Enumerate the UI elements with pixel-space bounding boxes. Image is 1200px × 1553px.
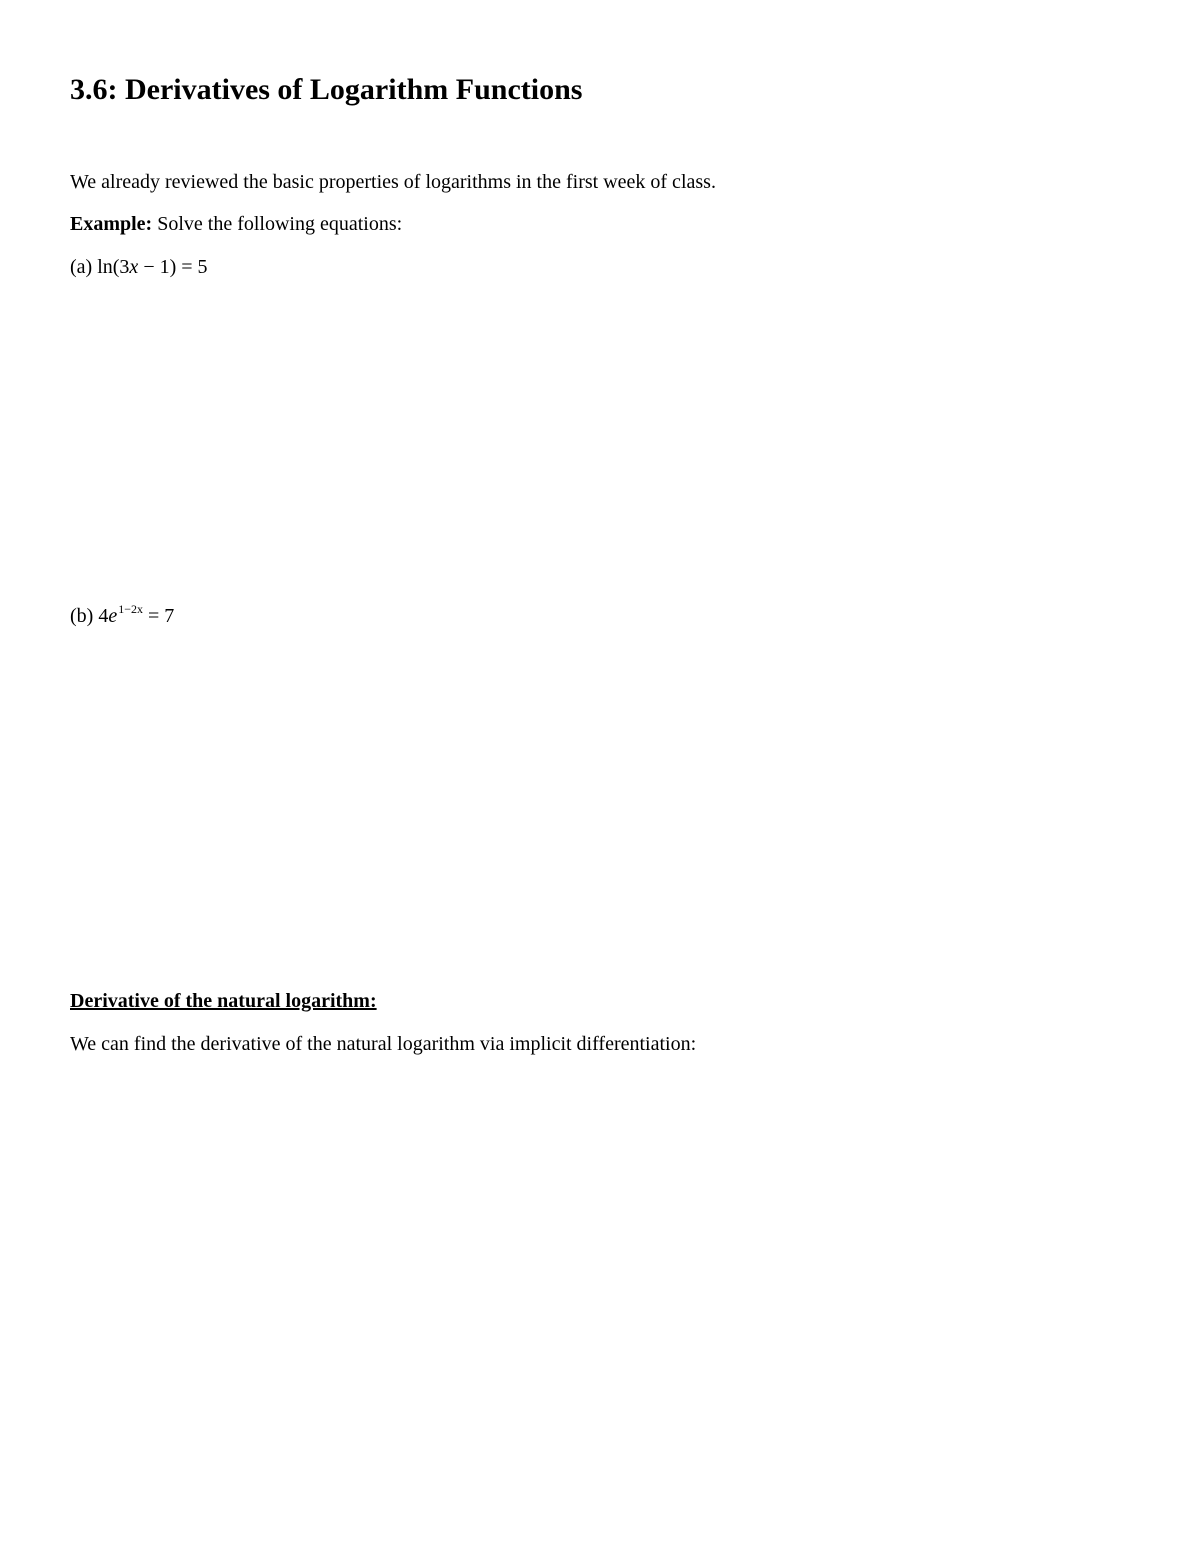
- equation-b-exponent: 1−2x: [118, 602, 143, 616]
- example-text: Solve the following equations:: [157, 213, 403, 235]
- section-heading: Derivative of the natural logarithm:: [70, 990, 377, 1012]
- example-label: Example:: [70, 213, 153, 235]
- equation-b-label: (b): [70, 605, 94, 627]
- equation-b-rest: = 7: [143, 605, 175, 627]
- page-title: 3.6: Derivatives of Logarithm Functions: [70, 73, 583, 106]
- equation-a: [70, 255, 208, 279]
- example-line: [70, 212, 402, 236]
- equation-a-variable: x: [129, 256, 139, 278]
- equation-b-coefficient: 4: [98, 605, 109, 627]
- equation-a-rest: − 1) = 5: [138, 256, 208, 278]
- equation-a-function: ln(3: [97, 256, 130, 278]
- equation-a-label: (a): [70, 256, 93, 278]
- equation-b: [70, 604, 174, 630]
- equation-b-base: e: [108, 605, 118, 627]
- intro-paragraph: We already reviewed the basic properties of logarithms in the first week of class.: [70, 171, 716, 193]
- derivative-paragraph: We can find the derivative of the natural logarithm via implicit differentiation:: [70, 1033, 697, 1055]
